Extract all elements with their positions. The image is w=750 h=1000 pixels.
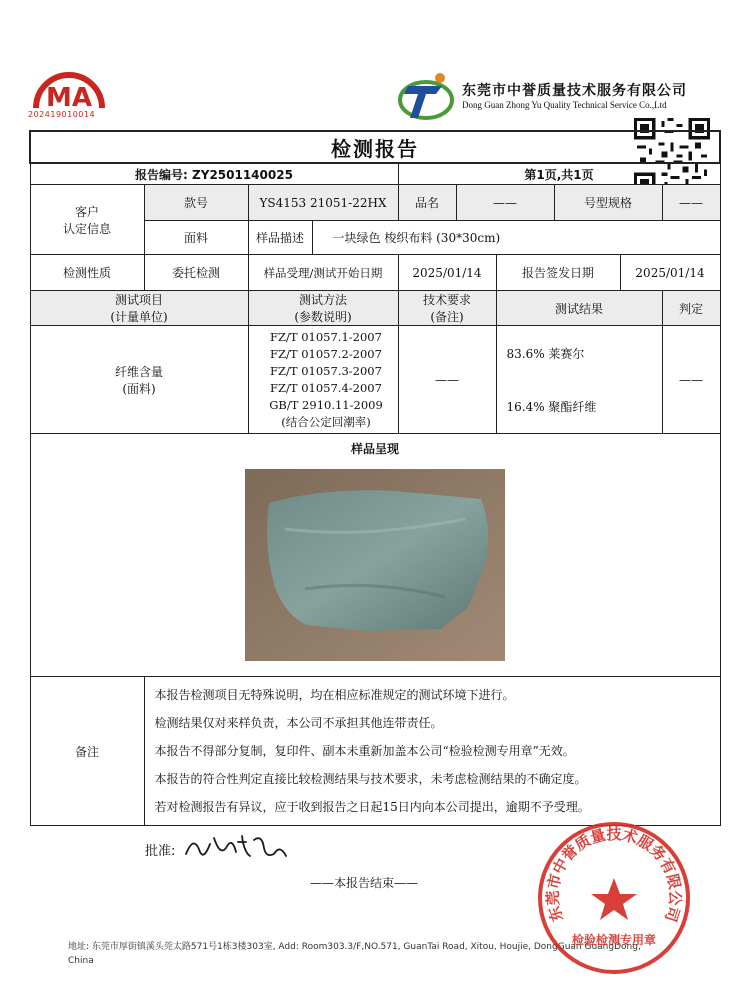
col-header-req-line1: 技术要求 bbox=[422, 293, 471, 307]
sample-photo-section bbox=[30, 434, 720, 677]
method-line: FZ/T 01057.3-2007 bbox=[270, 363, 382, 378]
name-value: —— bbox=[456, 185, 554, 221]
test-item-cell bbox=[30, 326, 248, 434]
approve-label: 批准: bbox=[145, 844, 176, 859]
method-line: FZ/T 01057.1-2007 bbox=[270, 329, 382, 344]
verdict-value: —— bbox=[662, 326, 720, 434]
col-header-req-line2: (备注) bbox=[430, 310, 464, 324]
col-header-method-line1: 测试方法 bbox=[298, 293, 347, 307]
notes-label: 备注 bbox=[30, 677, 144, 826]
sample-fabric-image bbox=[245, 469, 505, 661]
test-nature-label: 检测性质 bbox=[30, 255, 144, 291]
cma-number: 202419010014 bbox=[28, 110, 96, 119]
style-label: 款号 bbox=[144, 185, 248, 221]
sample-desc-label: 样品描述 bbox=[248, 221, 312, 255]
company-name-cn: 东莞市中誉质量技术服务有限公司 bbox=[462, 83, 687, 99]
report-table bbox=[29, 130, 721, 826]
requirement-value: —— bbox=[398, 326, 496, 434]
note-line: 本报告的符合性判定直接比较检测结果与技术要求，未考虑检测结果的不确定度。 bbox=[154, 772, 587, 786]
company-logo-icon bbox=[396, 70, 456, 122]
received-date-label: 样品受理/测试开始日期 bbox=[248, 255, 398, 291]
page-info: 第1页,共1页 bbox=[398, 163, 720, 185]
issue-date-label: 报告签发日期 bbox=[496, 255, 620, 291]
report-end-text: ——本报告结束—— bbox=[310, 876, 419, 890]
test-nature-value: 委托检测 bbox=[144, 255, 248, 291]
method-line: FZ/T 01057.2-2007 bbox=[270, 346, 382, 361]
note-line: 本报告检测项目无特殊说明，均在相应标准规定的测试环境下进行。 bbox=[154, 688, 515, 702]
col-header-requirement bbox=[398, 291, 496, 326]
note-line: 检测结果仅对来样负责，本公司不承担其他连带责任。 bbox=[154, 716, 443, 730]
name-label: 品名 bbox=[398, 185, 456, 221]
col-header-item bbox=[30, 291, 248, 326]
col-header-item-line2: (计量单位) bbox=[110, 310, 168, 324]
method-line: (结合公定回潮率) bbox=[281, 414, 371, 429]
test-result-cell bbox=[496, 326, 662, 434]
model-label: 号型规格 bbox=[554, 185, 662, 221]
report-number bbox=[30, 163, 398, 185]
col-header-item-line1: 测试项目 bbox=[114, 293, 163, 307]
svg-text:检验检测专用章: 检验检测专用章 bbox=[571, 933, 657, 947]
report-number-label: 报告编号: bbox=[135, 167, 188, 182]
notes-content bbox=[144, 677, 720, 826]
col-header-method-line2: (参数说明) bbox=[294, 310, 352, 324]
method-line: GB/T 2910.11-2009 bbox=[269, 397, 383, 412]
official-seal-stamp bbox=[534, 818, 694, 978]
col-header-result: 测试结果 bbox=[496, 291, 662, 326]
model-value: —— bbox=[662, 185, 720, 221]
result-line-2: 16.4% 聚酯纤维 bbox=[506, 399, 597, 414]
test-method-cell bbox=[248, 326, 398, 434]
fabric-label: 面料 bbox=[144, 221, 248, 255]
company-address: 地址: 东莞市厚街镇溪头莞太路571号1栋3楼303室, Add: Room303.3/F,NO.571, GuanTai Road, Xitou, Houjie, DongGuan GuangDong, China bbox=[68, 942, 641, 966]
customer-label-line1: 客户 bbox=[74, 204, 99, 219]
col-header-method bbox=[248, 291, 398, 326]
method-line: FZ/T 01057.4-2007 bbox=[270, 380, 382, 395]
signature bbox=[180, 826, 290, 866]
sample-photo-title: 样品呈现 bbox=[351, 442, 400, 456]
received-date-value: 2025/01/14 bbox=[398, 255, 496, 291]
svg-text:东莞市中誉质量技术服务有限公司: 东莞市中誉质量技术服务有限公司 bbox=[543, 825, 685, 924]
style-value: YS4153 21051-22HX bbox=[248, 185, 398, 221]
cma-logo-text: MA bbox=[46, 83, 92, 113]
note-line: 本报告不得部分复制，复印件、副本未重新加盖本公司“检验检测专用章”无效。 bbox=[154, 744, 575, 758]
customer-label-line2: 认定信息 bbox=[62, 221, 111, 236]
note-line: 若对检测报告有异议，应于收到报告之日起15日内向本公司提出，逾期不予受理。 bbox=[154, 800, 590, 814]
report-number-value: ZY2501140025 bbox=[192, 167, 293, 182]
col-header-verdict: 判定 bbox=[662, 291, 720, 326]
result-line-1: 83.6% 莱赛尔 bbox=[506, 346, 585, 361]
test-item-line1: 纤维含量 bbox=[114, 364, 163, 379]
customer-section-label bbox=[30, 185, 144, 255]
company-name-en: Dong Guan Zhong Yu Quality Technical Service Co.,Ltd bbox=[462, 100, 667, 110]
test-item-line2: (面料) bbox=[122, 381, 156, 396]
issue-date-value: 2025/01/14 bbox=[620, 255, 720, 291]
report-title: 检测报告 bbox=[30, 131, 720, 163]
sample-desc-value: 一块绿色 梭织布料 (30*30cm) bbox=[312, 221, 720, 255]
